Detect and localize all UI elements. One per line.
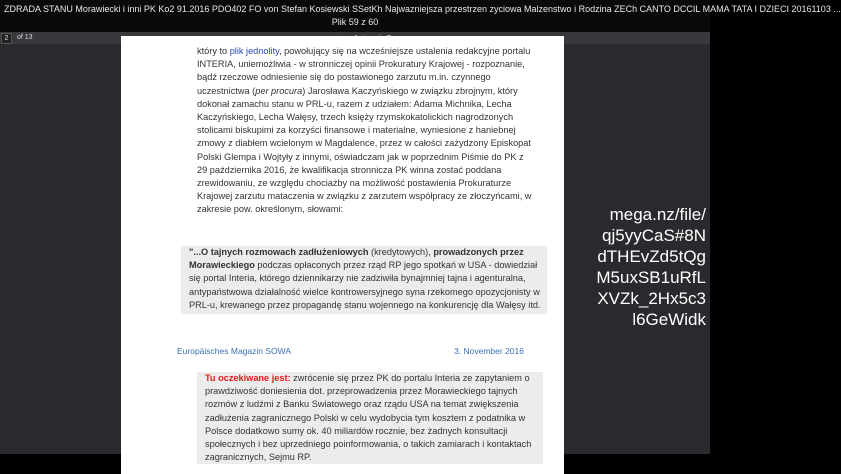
overlay-line: qj5yyCaS#8N	[602, 226, 706, 245]
page1-paragraph-3: ) Jarosława Kaczyńskiego w związku zbrojnym, który dokonał zamachu stanu w PRL-u, razem z udziałem: Adama Michnika, Lecha Kaczyńskiego, Lecha Wałęsy, trzech księży rzymskokatolickich nagrodzonych stolicami biskupimi za korzyści finansowe i materialne, wyniesione z haniebnej zmowy z diabłem wcielonym w Magdalence, przez w całości zażydzony Episkopat Polski Glempa i Wojtyły z innymi, oświadczam jak w poprzednim Piśmie do PK z 29 października 2016, że kwalifikacja stronnicza PK winna zostać poddana zrewidowaniu, ze względu chociażby na możliwość postawienia Prokuraturze Krajowej zarzutu mataczenia w związku z zarzutem współpracy ze złoczyńcami, w zakresie pow. określonym, słowami:	[197, 85, 532, 215]
overlay-line: M5uxSB1uRfL	[596, 268, 706, 287]
page1-paragraph-2: , powołujący się na wcześniejsze ustalenia redakcyjne portalu INTERIA, uniemożliwia - w stronniczej opinii Prokuratury Krajowej - rozpoznanie, bądź rzeczowe odniesienie się do postawionego zarzutu m.in. czynnego uczestnictwa (	[197, 46, 531, 96]
page1-paragraph-start: który to	[197, 46, 230, 56]
quote-bold: "...O tajnych rozmowach zadłużeniowych	[189, 247, 369, 257]
window-title: ZDRADA STANU Morawiecki i inni PK Ko2 91.2016 PDO402 FO von Stefan Kosiewski SSetKh Najwazniejsza przestrzen zyciowa Malzenstwo i Rodzina ZECh CANTO DCCIL MAMA TATA I DZIECI 20161103 ...	[4, 4, 841, 14]
page2-header-left: Europäisches Magazin SOWA	[177, 346, 292, 356]
overlay-line: l6GeWidk	[632, 310, 706, 329]
page1-italic-text: per procura	[255, 85, 303, 96]
pdf-page-2	[121, 314, 564, 474]
page2-body	[197, 372, 543, 464]
overlay-line: mega.nz/file/	[609, 205, 706, 224]
mega-link-overlay	[588, 204, 706, 330]
quote-bold-2: prowadzonych przez Morawieckiego	[189, 247, 524, 271]
page1-body	[197, 45, 535, 217]
window-titlebar	[0, 0, 841, 32]
page-number-input[interactable]: 2	[1, 33, 12, 44]
page2-header-right: 3. November 2016	[454, 346, 524, 356]
plik-jednolity-link[interactable]: plik jednolity	[229, 46, 280, 56]
expected-label: Tu oczekiwane jest:	[205, 373, 291, 383]
page2-text: zwrócenie się przez PK do portalu Interia ze zapytaniem o prawdziwość doniesienia dot. przeprowadzenia przez Morawieckiego tajnych rozmów z ludźmi z Banku Swiatowego oraz rządu USA na temat zwiększenia zadłużenia zagranicznego Polski w celu wydobycia tym kosztem z podatnika w Polsce dodatkowo sumy ok. 40 miliardów rocznie, bez żadnych konsultacji społecznych i bez uprzedniego poinformowania, o takich zamiarach i kontaktach zagranicznych, Sejmu RP.	[205, 373, 532, 463]
pdf-page-1	[121, 36, 564, 356]
page-count-label: of 13	[17, 34, 33, 41]
file-page-indicator: Plik 59 z 60	[331, 17, 379, 27]
overlay-line: XVZk_2Hx5c3	[597, 289, 706, 308]
quote-text-b: podczas opłaconych przez rząd RP jego spotkań w USA - dowiedział się portal Interia, którego dziennikarzy nie zadziwiła bynajmniej tajna i agenturalna, antypaństwowa działalność wielce kontrowersyjnego syna rzekomego opozycjonisty w PRL-u, krewanego przez propagandę stanu wojennego na konkurencję dla Wałęsy itd.	[189, 260, 541, 310]
overlay-line: dTHEvZd5tQg	[597, 247, 706, 266]
quote-text-a: (kredytowych),	[368, 247, 434, 257]
